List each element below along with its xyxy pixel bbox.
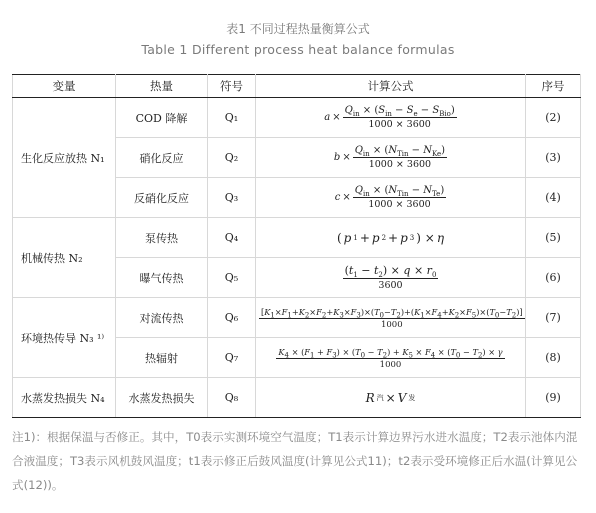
heat-balance-table [12, 74, 581, 418]
formula-5: ( p 1 + p 2 + p 3 ) × η [336, 230, 445, 245]
header-symbol: 符号 [208, 75, 256, 98]
group-label: 环境热传导 N₃ ¹⁾ [13, 298, 116, 378]
formula-cell [256, 258, 526, 298]
symbol-cell: Q₇ [208, 338, 256, 378]
formula-cell [256, 218, 526, 258]
formula-6: $\frac{(t_1 - t_2) \times q \times r_0}{3600}$ [344, 264, 437, 291]
heat-name: 对流传热 [116, 298, 208, 338]
formula-cell [256, 298, 526, 338]
number-cell: (9) [526, 378, 581, 418]
symbol-cell: Q₅ [208, 258, 256, 298]
formula-2: a × $\frac{Q_{in} \times (S_{in} - S_e - S_{Bio})}{1000 \times 3600}$ [324, 105, 455, 130]
formula-cell [256, 338, 526, 378]
heat-name: COD 降解 [116, 98, 208, 138]
formula-cell [256, 378, 526, 418]
group-label: 机械传热 N₂ [13, 218, 116, 298]
table-row [13, 98, 581, 138]
symbol-cell: Q₁ [208, 98, 256, 138]
header-number: 序号 [526, 75, 581, 98]
header-variable: 变量 [13, 75, 116, 98]
number-cell: (3) [526, 138, 581, 178]
number-cell: (5) [526, 218, 581, 258]
table-row [13, 378, 581, 418]
number-cell: (4) [526, 178, 581, 218]
header-heat: 热量 [116, 75, 208, 98]
table-footnote: 注1)：根据保温与否修正。其中，T0表示实测环境空气温度；T1表示计算边界污水进水温度；T2表示池体内混合液温度；T3表示风机鼓风温度；t1表示修正后鼓风温度(计算见公式11)；t2表示受环境修正后水温(计算见公式(12))。 [12, 430, 578, 492]
group-label: 水蒸发热损失 N₄ [13, 378, 116, 418]
heat-name: 曝气传热 [116, 258, 208, 298]
formula-4: c × $\frac{Q_{in} \times (N_{Tin} - N_{Te})}{1000 \times 3600}$ [334, 185, 445, 210]
number-cell: (2) [526, 98, 581, 138]
formula-cell [256, 178, 526, 218]
header-row [13, 75, 581, 98]
number-cell: (8) [526, 338, 581, 378]
symbol-cell: Q₄ [208, 218, 256, 258]
table-caption-cn: 表1 不同过程热量衡算公式 [226, 22, 370, 36]
formula-cell [256, 138, 526, 178]
heat-name: 水蒸发热损失 [116, 378, 208, 418]
number-cell: (6) [526, 258, 581, 298]
formula-9: R 汽 × V 发 [365, 390, 416, 405]
symbol-cell: Q₃ [208, 178, 256, 218]
heat-name: 泵传热 [116, 218, 208, 258]
number-cell: (7) [526, 298, 581, 338]
table-row [13, 218, 581, 258]
heat-name: 反硝化反应 [116, 178, 208, 218]
symbol-cell: Q₈ [208, 378, 256, 418]
table-caption-en: Table 1 Different process heat balance formulas [141, 42, 455, 57]
header-formula: 计算公式 [256, 75, 526, 98]
formula-8: $\frac{K_4 \times (F_1 + F_3) \times (T_0 - T_2) + K_5 \times F_4 \times (T_0 - T_2) \times \gamma}{1000}$ [278, 347, 503, 370]
symbol-cell: Q₆ [208, 298, 256, 338]
group-label: 生化反应放热 N₁ [13, 98, 116, 218]
heat-name: 热辐射 [116, 338, 208, 378]
table-row [13, 298, 581, 338]
heat-name: 硝化反应 [116, 138, 208, 178]
symbol-cell: Q₂ [208, 138, 256, 178]
formula-3: b × $\frac{Q_{in} \times (N_{Tin} - N_{Ke})}{1000 \times 3600}$ [333, 145, 446, 170]
formula-cell [256, 98, 526, 138]
formula-7: $\frac{[K_1\times F_1+K_2\times F_2+K_3\times F_3)\times(T_0-T_2)+(K_1\times F_4+K_2\times F_5)\times(T_0-T_2)]}{1000}$ [261, 307, 523, 330]
